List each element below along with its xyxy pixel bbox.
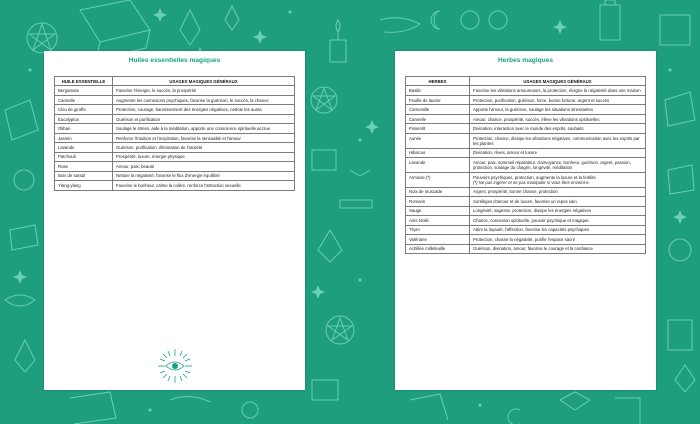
oil-name: Rose	[55, 162, 113, 171]
herb-name: Armoise (*)	[406, 172, 470, 187]
table-row	[55, 124, 295, 133]
table-row	[406, 244, 646, 253]
table-row	[406, 172, 646, 187]
herb-usage: Sortilèges d'amour et de luxure, favorise un repos sain	[470, 197, 646, 206]
herb-name: Anis étoilé	[406, 216, 470, 225]
herb-usage: Chance, connexion spirituelle, pouvoir psychique et magique	[470, 216, 646, 225]
oil-name: Jasmin	[55, 133, 113, 142]
table-row	[406, 235, 646, 244]
herb-usage: Divination, rêves, amour et luxure	[470, 148, 646, 157]
column-header: USAGES MAGIQUES GÉNÉRAUX	[470, 77, 646, 86]
oil-usage: Protection, courage, bannissement des énergies négatives, nettoie les auras	[113, 105, 295, 114]
table-row	[55, 171, 295, 180]
herb-usage	[470, 172, 646, 187]
table-header-row	[55, 77, 295, 86]
herb-name: Romarin	[406, 197, 470, 206]
oil-usage: Favorise l'énergie, le succès, la prospérité	[113, 86, 295, 95]
table-row	[406, 216, 646, 225]
table-row	[406, 225, 646, 234]
oil-name: Eucalyptus	[55, 114, 113, 123]
right-page	[395, 51, 656, 390]
oil-usage: Soulage le stress, aide à la méditation, apporte une conscience spirituelle accrue	[113, 124, 295, 133]
oils-table	[54, 76, 295, 191]
oil-name: Lavande	[55, 143, 113, 152]
oil-usage: Amour, paix, beauté	[113, 162, 295, 171]
table-row	[406, 124, 646, 133]
oil-name: Cannelle	[55, 95, 113, 104]
oil-usage: Renforce l'intuition et l'inspiration, favorise la sensualité et l'amour	[113, 133, 295, 142]
table-row	[55, 152, 295, 161]
column-header: HERBES	[406, 77, 470, 86]
herb-usage: Longévité, sagesse, protection, dissipe les énergies négatives	[470, 206, 646, 215]
herb-usage: Guérison, divination, amour, favorise le courage et la confiance	[470, 244, 646, 253]
herb-usage: Argent, prospérité, bonne chance, protection	[470, 187, 646, 196]
oil-name: Bois de santal	[55, 171, 113, 180]
column-header: USAGES MAGIQUES GÉNÉRAUX	[113, 77, 295, 86]
herb-name: Valériane	[406, 235, 470, 244]
table-row	[406, 187, 646, 196]
table-row	[55, 181, 295, 190]
oil-name: Ylang-ylang	[55, 181, 113, 190]
table-row	[55, 86, 295, 95]
herb-name: Aunée	[406, 133, 470, 148]
oil-usage: Favorise le bonheur, calme la colère, renforce l'attraction sexuelle	[113, 181, 295, 190]
oil-usage: Prospérité, luxure, énergie physique	[113, 152, 295, 161]
herb-name: Noix de muscade	[406, 187, 470, 196]
oil-usage: Guérison, purification, élimination de l'anxiété	[113, 143, 295, 152]
herb-usage: Attire la loyauté, l'affection, favorise les capacités psychiques	[470, 225, 646, 234]
herbs-table	[405, 76, 646, 254]
table-row	[55, 95, 295, 104]
table-row	[406, 95, 646, 104]
eye-emblem-icon	[157, 348, 193, 384]
herb-name: Feuille de laurier	[406, 95, 470, 104]
herb-usage: Divination, interaction avec le monde des esprits, souhaits	[470, 124, 646, 133]
table-row	[406, 114, 646, 123]
oil-usage: Guérison et purification	[113, 114, 295, 123]
table-row	[55, 133, 295, 142]
herb-usage: Amour, paix, sommeil réparateur, clairvoyance, bonheur, guérison, argent, passion, protection, soulage du chagrin, longévité, méditation	[470, 158, 646, 173]
table-row	[55, 105, 295, 114]
table-row	[406, 133, 646, 148]
herb-usage: Protection, purification, guérison, force, bonne fortune, argent et succès	[470, 95, 646, 104]
herb-name: Thym	[406, 225, 470, 234]
oils-title: Huiles essentielles magiques	[128, 57, 221, 64]
herb-name: Cannelle	[406, 114, 470, 123]
table-row	[406, 158, 646, 173]
table-row	[406, 197, 646, 206]
herb-usage: Protection, chance, dissipe les vibrations négatives, communication avec les esprits par les plantes	[470, 133, 646, 148]
column-header: HUILE ESSENTIELLE	[55, 77, 113, 86]
herb-usage: Apporte l'amour, la guérison, soulage les situations stressantes	[470, 105, 646, 114]
herbs-title: Herbes magiques	[498, 57, 553, 64]
herb-name: Basilic	[406, 86, 470, 95]
table-row	[55, 162, 295, 171]
herb-usage-text: Pouvoirs psychiques, protection, augmente la luxure et la fertilité	[473, 174, 596, 180]
oil-name: Oliban	[55, 124, 113, 133]
warning-note: (*) Ne pas ingérer et ne pas manipuler si vous êtes enceint·e.	[473, 179, 590, 185]
table-row	[406, 148, 646, 157]
oil-usage: Augmente les connexions psychiques, favorise la guérison, le succès, la chance	[113, 95, 295, 104]
table-header-row	[406, 77, 646, 86]
table-row	[406, 206, 646, 215]
herb-name: Hibiscus	[406, 148, 470, 157]
oil-usage: Nettoie la négativité, favorise le flux d'énergie équilibré	[113, 171, 295, 180]
oil-name: Bergamote	[55, 86, 113, 95]
herb-name: Camomille	[406, 105, 470, 114]
herb-usage: Amour, chance, prospérité, succès, élève les vibrations spirituelles	[470, 114, 646, 123]
herb-name: Achillée millefeuille	[406, 244, 470, 253]
oil-name: Clou de girofle	[55, 105, 113, 114]
herb-name: Sauge	[406, 206, 470, 215]
table-row	[55, 143, 295, 152]
table-row	[406, 86, 646, 95]
herb-name: Lavande	[406, 158, 470, 173]
table-row	[406, 105, 646, 114]
oil-name: Patchouli	[55, 152, 113, 161]
left-page	[44, 51, 305, 390]
table-row	[55, 114, 295, 123]
herb-name: Pissenlit	[406, 124, 470, 133]
herb-usage: Favorise les vibrations amoureuses, la protection, éloigne la négativité dans une maison	[470, 86, 646, 95]
herb-usage: Protection, chasse la négativité, purifie l'espace sacré	[470, 235, 646, 244]
